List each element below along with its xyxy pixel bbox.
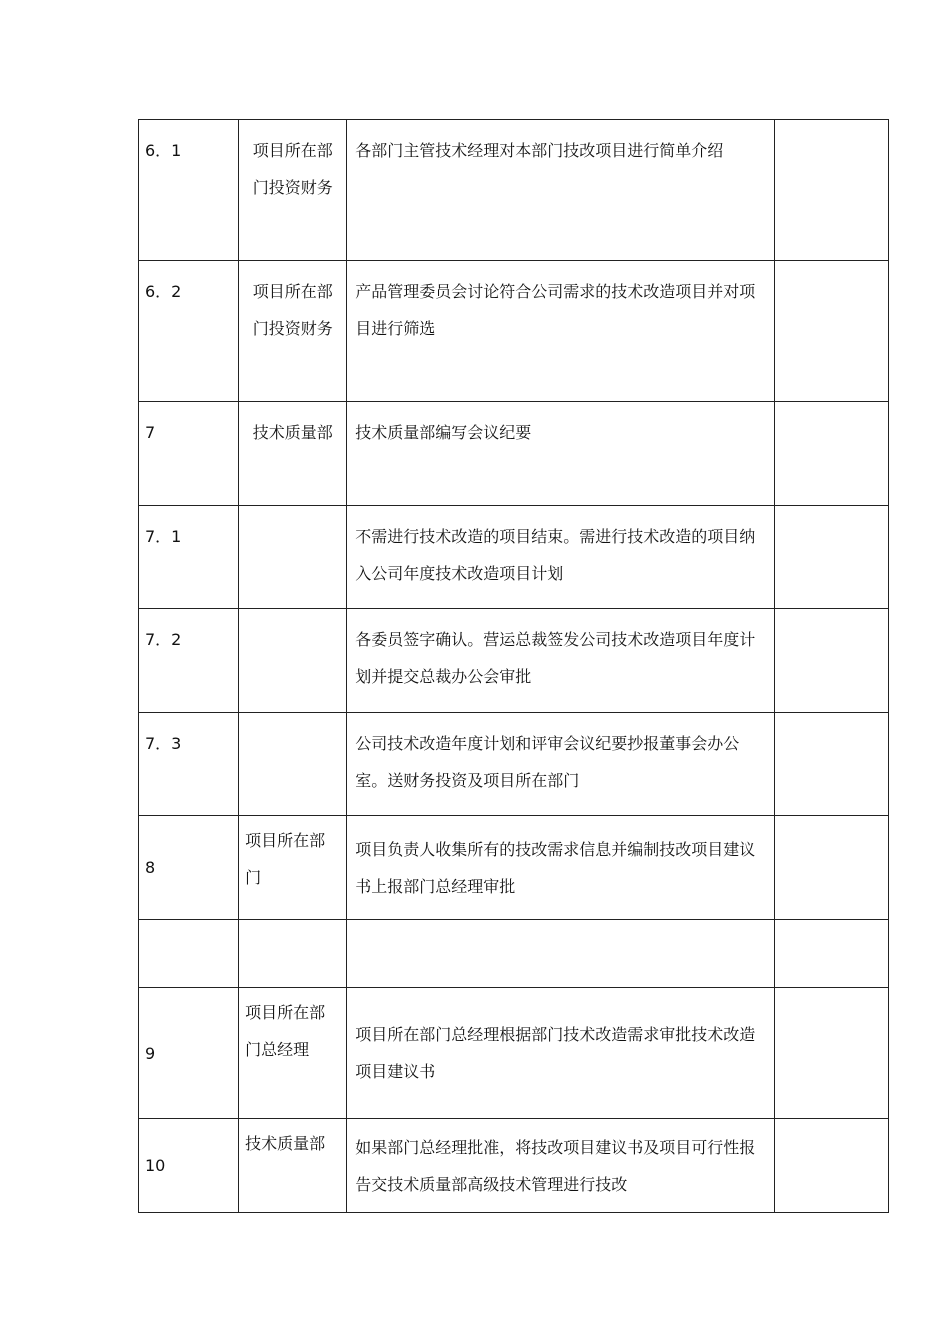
- responsible-dept-text: 项目所在部门总经理: [245, 1003, 326, 1059]
- remark-cell: [774, 988, 888, 1119]
- remark-cell: [774, 402, 888, 506]
- step-description: [347, 920, 775, 988]
- responsible-dept: [239, 402, 347, 506]
- responsible-dept: [239, 920, 347, 988]
- table-row: [139, 713, 889, 816]
- table-row: [139, 261, 889, 402]
- table-row: [139, 1119, 889, 1213]
- step-number: 9: [139, 988, 239, 1119]
- responsible-dept-text: 项目所在部门: [245, 831, 326, 887]
- step-description: 产品管理委员会讨论符合公司需求的技术改造项目并对项目进行筛选: [347, 261, 775, 402]
- remark-cell: [774, 506, 888, 609]
- step-description: 公司技术改造年度计划和评审会议纪要抄报董事会办公室。送财务投资及项目所在部门: [347, 713, 775, 816]
- table-row: [139, 609, 889, 713]
- step-number: 7．3: [139, 713, 239, 816]
- table-row: [139, 120, 889, 261]
- responsible-dept: [239, 988, 347, 1119]
- responsible-dept: [239, 261, 347, 402]
- remark-cell: [774, 261, 888, 402]
- responsible-dept: [239, 609, 347, 713]
- table-row: [139, 988, 889, 1119]
- remark-cell: [774, 609, 888, 713]
- step-description: 项目负责人收集所有的技改需求信息并编制技改项目建议书上报部门总经理审批: [347, 816, 775, 920]
- table-row: [139, 506, 889, 609]
- responsible-dept-text: 技术质量部: [252, 423, 333, 442]
- responsible-dept-text: 技术质量部: [245, 1134, 326, 1153]
- step-description: 技术质量部编写会议纪要: [347, 402, 775, 506]
- procedure-table: [138, 119, 889, 1213]
- table-row: [139, 402, 889, 506]
- step-number: 7: [139, 402, 239, 506]
- remark-cell: [774, 1119, 888, 1213]
- responsible-dept: [239, 120, 347, 261]
- responsible-dept: [239, 713, 347, 816]
- remark-cell: [774, 920, 888, 988]
- step-number: 8: [139, 816, 239, 920]
- step-description: 不需进行技术改造的项目结束。需进行技术改造的项目纳入公司年度技术改造项目计划: [347, 506, 775, 609]
- step-number: [139, 920, 239, 988]
- step-number: 6．2: [139, 261, 239, 402]
- remark-cell: [774, 713, 888, 816]
- responsible-dept: [239, 816, 347, 920]
- responsible-dept: [239, 506, 347, 609]
- remark-cell: [774, 816, 888, 920]
- responsible-dept: [239, 1119, 347, 1213]
- step-description: 项目所在部门总经理根据部门技术改造需求审批技术改造项目建议书: [347, 988, 775, 1119]
- responsible-dept-text: 项目所在部门投资财务: [252, 141, 333, 197]
- table-row: [139, 816, 889, 920]
- step-number: 7．1: [139, 506, 239, 609]
- step-number: 10: [139, 1119, 239, 1213]
- remark-cell: [774, 120, 888, 261]
- step-number: 6．1: [139, 120, 239, 261]
- step-description: 各委员签字确认。营运总裁签发公司技术改造项目年度计划并提交总裁办公会审批: [347, 609, 775, 713]
- step-description: 各部门主管技术经理对本部门技改项目进行简单介绍: [347, 120, 775, 261]
- table-row: [139, 920, 889, 988]
- step-description: 如果部门总经理批准，将技改项目建议书及项目可行性报告交技术质量部高级技术管理进行技改: [347, 1119, 775, 1213]
- step-number: 7．2: [139, 609, 239, 713]
- responsible-dept-text: 项目所在部门投资财务: [252, 282, 333, 338]
